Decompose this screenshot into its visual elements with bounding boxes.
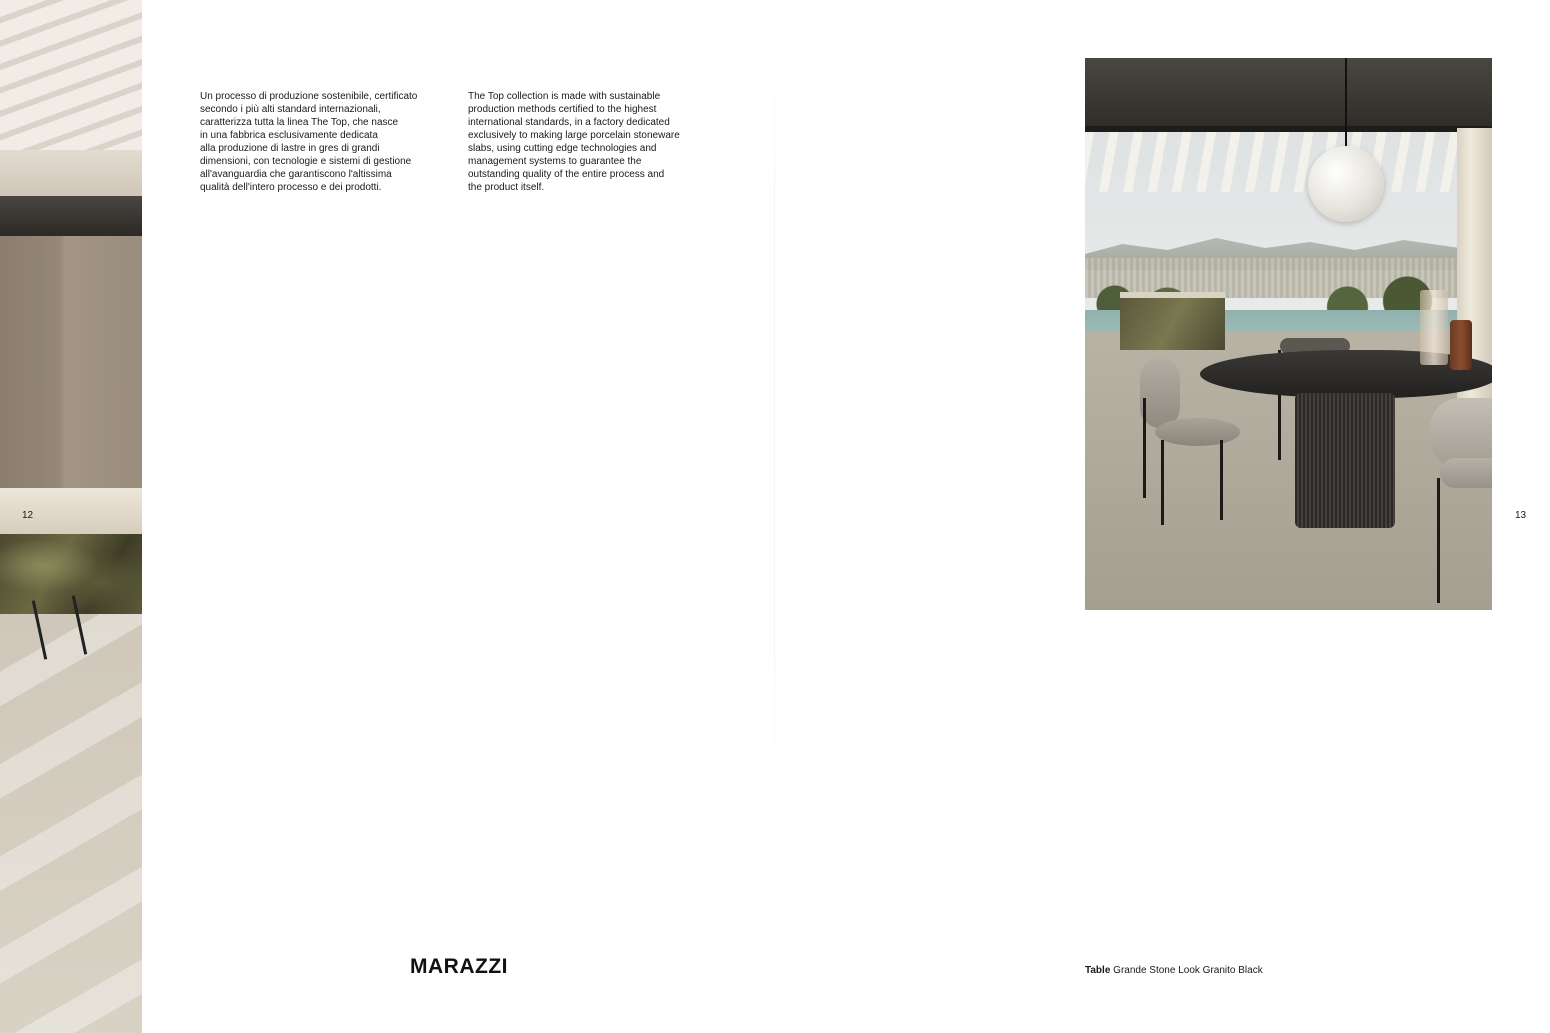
- green-marble-block: [0, 534, 142, 614]
- outdoor-dining-photo: [1085, 58, 1492, 610]
- photo-caption: [1085, 965, 1263, 976]
- chair-leg: [1437, 478, 1440, 603]
- body-text-italian: Un processo di produzione sostenibile, certificato secondo i più alti standard internazionali, caratterizza tutta la linea The Top, che nasce in una fabbrica esclusivamente dedicata alla produzione di lastre in gres di grandi dimensioni, con tecnologie e sistemi di gestione all'avanguardia che garantiscono l'altissima qualità dell'intero processo e dei prodotti.: [200, 91, 418, 193]
- roof-overhang: [1085, 58, 1492, 128]
- chair-leg: [1161, 440, 1164, 525]
- chair-back: [1140, 358, 1180, 428]
- chair-seat-right: [1440, 458, 1492, 488]
- glass-vase: [1420, 290, 1448, 365]
- dining-table-base: [1295, 393, 1395, 528]
- chair-seat: [1155, 418, 1240, 446]
- caption-label: Table: [1085, 965, 1111, 976]
- page-number-left: 12: [22, 510, 34, 521]
- amber-vase: [1450, 320, 1472, 370]
- pergola-ceiling: [0, 0, 142, 160]
- lamp-cord: [1345, 58, 1347, 148]
- chair-leg: [1143, 398, 1146, 498]
- page-number-right: 13: [1515, 510, 1527, 521]
- page-fold: [774, 40, 775, 800]
- dining-table-top: [1200, 350, 1492, 398]
- chair-leg: [1220, 440, 1223, 520]
- brand-logo: MARAZZI: [410, 955, 508, 978]
- body-text-english: The Top collection is made with sustainable production methods certified to the highest international standards, in a factory dedicated exclusively to making large porcelain stoneware slabs, using cutting edge technologies and management systems to guarantee the outstanding quality of the entire process and the product itself.: [468, 91, 680, 193]
- window-band: [0, 196, 142, 236]
- pergola-slats: [1085, 132, 1460, 192]
- interior-wall: [0, 236, 142, 506]
- interior-floor: [0, 614, 142, 1033]
- outdoor-bar: [1120, 298, 1225, 350]
- caption-text: Grande Stone Look Granito Black: [1110, 965, 1263, 976]
- pendant-lamp: [1308, 146, 1384, 222]
- ceiling-beam: [0, 150, 142, 198]
